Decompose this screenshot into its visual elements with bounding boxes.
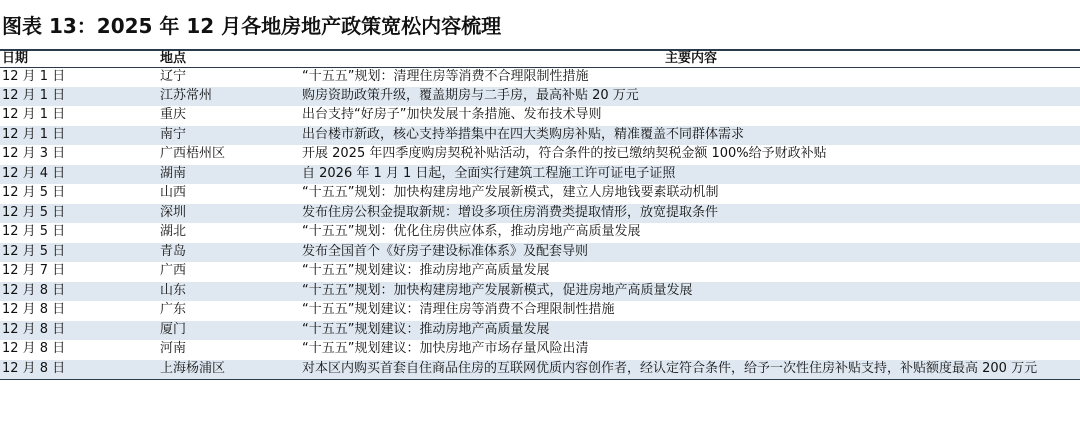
cell-date: 12 月 1 日 — [0, 87, 150, 107]
cell-content: “十五五”规划建议：清理住房等消费不合理限制性措施 — [302, 302, 615, 317]
cell-date: 12 月 1 日 — [2, 107, 66, 122]
table-row — [0, 243, 1080, 263]
cell-date: 12 月 3 日 — [2, 146, 66, 161]
header-content: 主要内容 — [300, 50, 1080, 67]
table-row — [0, 165, 1080, 185]
cell-date: 12 月 8 日 — [0, 282, 150, 302]
cell-place: 河南 — [160, 341, 187, 356]
cell-date: 12 月 5 日 — [0, 243, 150, 263]
table-body — [0, 67, 1080, 379]
policy-table-container — [0, 49, 1080, 380]
cell-date: 12 月 5 日 — [2, 224, 66, 239]
cell-content: 发布全国首个《好房子建设标准体系》及配套导则 — [300, 243, 1080, 263]
header-place: 地点 — [150, 50, 300, 67]
cell-content: 自 2026 年 1 月 1 日起，全面实行建筑工程施工许可证电子证照 — [300, 165, 1080, 185]
table-row — [0, 262, 1080, 282]
cell-place: 上海杨浦区 — [150, 360, 300, 380]
cell-date: 12 月 8 日 — [2, 341, 66, 356]
cell-place: 重庆 — [160, 107, 187, 122]
cell-content: 出台支持“好房子”加快发展十条措施、发布技术导则 — [302, 107, 602, 122]
cell-place: 江苏常州 — [150, 87, 300, 107]
cell-content: “十五五”规划建议：加快房地产市场存量风险出清 — [302, 341, 589, 356]
cell-content: 出台楼市新政，核心支持举措集中在四大类购房补贴，精准覆盖不同群体需求 — [300, 126, 1080, 146]
cell-date: 12 月 1 日 — [2, 68, 66, 84]
table-row — [0, 67, 1080, 87]
table-header-row — [0, 50, 1080, 67]
table-row — [0, 223, 1080, 243]
cell-content: 购房资助政策升级，覆盖期房与二手房，最高补贴 20 万元 — [300, 87, 1080, 107]
table-row — [0, 126, 1080, 146]
cell-date: 12 月 8 日 — [0, 321, 150, 341]
cell-place: 青岛 — [150, 243, 300, 263]
cell-place: 湖北 — [160, 224, 187, 239]
cell-place: 湖南 — [150, 165, 300, 185]
cell-content: 对本区内购买首套自住商品住房的互联网优质内容创作者，经认定符合条件，给予一次性住房补贴支持，补贴额度最高 200 万元 — [300, 360, 1080, 380]
table-row — [0, 184, 1080, 204]
cell-place: 广东 — [160, 302, 187, 317]
table-row — [0, 106, 1080, 126]
cell-place: 南宁 — [150, 126, 300, 146]
cell-date: 12 月 8 日 — [0, 360, 150, 380]
cell-place: 厦门 — [150, 321, 300, 341]
cell-content: “十五五”规划：清理住房等消费不合理限制性措施 — [302, 68, 589, 84]
cell-place: 辽宁 — [160, 68, 187, 84]
cell-place: 山西 — [160, 185, 187, 200]
header-date: 日期 — [0, 50, 150, 67]
cell-content: “十五五”规划建议：推动房地产高质量发展 — [300, 321, 1080, 341]
table-row — [0, 321, 1080, 341]
cell-content: “十五五”规划：加快构建房地产发展新模式，建立人房地钱要素联动机制 — [302, 185, 719, 200]
cell-content: 开展 2025 年四季度购房契税补贴活动，符合条件的按已缴纳契税金额 100%给予财政补贴 — [302, 146, 827, 161]
cell-date: 12 月 5 日 — [2, 185, 66, 200]
table-row — [0, 87, 1080, 107]
cell-date: 12 月 8 日 — [2, 302, 66, 317]
table-row — [0, 282, 1080, 302]
table-row — [0, 360, 1080, 380]
table-row — [0, 145, 1080, 165]
cell-place: 深圳 — [150, 204, 300, 224]
cell-date: 12 月 4 日 — [0, 165, 150, 185]
cell-content: 发布住房公积金提取新规：增设多项住房消费类提取情形，放宽提取条件 — [300, 204, 1080, 224]
policy-table — [0, 49, 1080, 380]
cell-place: 山东 — [150, 282, 300, 302]
cell-date: 12 月 7 日 — [2, 263, 66, 278]
cell-date: 12 月 5 日 — [0, 204, 150, 224]
cell-content: “十五五”规划建议：推动房地产高质量发展 — [302, 263, 550, 278]
page-title: 图表 13：2025 年 12 月各地房地产政策宽松内容梳理 — [2, 14, 502, 38]
cell-place: 广西梧州区 — [160, 146, 226, 161]
cell-content: “十五五”规划：加快构建房地产发展新模式，促进房地产高质量发展 — [300, 282, 1080, 302]
table-row — [0, 301, 1080, 321]
table-row — [0, 340, 1080, 360]
cell-date: 12 月 1 日 — [0, 126, 150, 146]
cell-content: “十五五”规划：优化住房供应体系，推动房地产高质量发展 — [302, 224, 641, 239]
cell-place: 广西 — [160, 263, 187, 278]
table-row — [0, 204, 1080, 224]
